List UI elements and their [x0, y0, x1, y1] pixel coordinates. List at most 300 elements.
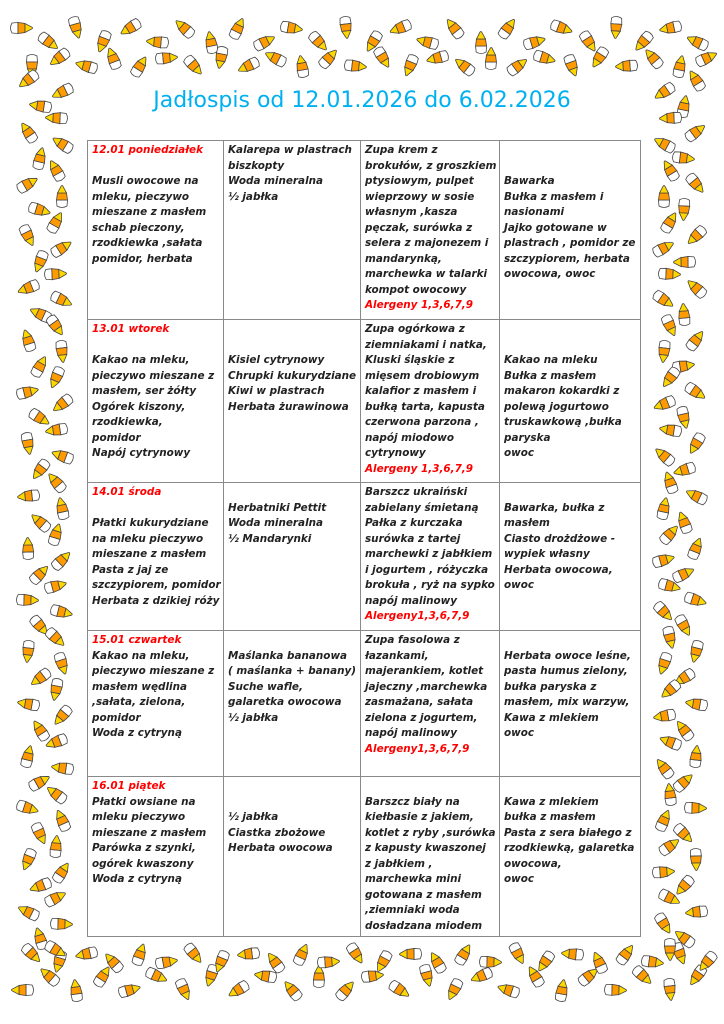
candy-corn-icon	[672, 151, 695, 165]
menu-line: Ciasto drożdżowe -	[504, 532, 616, 545]
candy-corn-icon	[361, 969, 384, 983]
candy-corn-icon	[684, 802, 706, 814]
menu-row-wednesday	[88, 483, 641, 631]
candy-corn-icon	[30, 354, 50, 379]
menu-line: Kluski śląskie z	[365, 354, 455, 366]
candy-corn-icon	[146, 36, 169, 49]
candy-corn-icon	[684, 486, 709, 506]
candy-corn-icon	[683, 121, 707, 143]
menu-line: owoc	[504, 873, 535, 885]
menu-line: i jogurtem , różyczka	[365, 563, 489, 576]
breakfast-cell	[88, 141, 224, 320]
menu-line: rzodkiewka,	[92, 416, 163, 428]
candy-corn-icon	[117, 982, 141, 999]
candy-corn-icon	[671, 565, 696, 584]
menu-line: masłem, ser żółty	[92, 385, 197, 397]
menu-line: napój miodowo	[365, 431, 455, 444]
menu-line: Herbata owocowa	[228, 842, 333, 854]
menu-line: kiełbasie z jakiem,	[365, 811, 474, 823]
menu-line: Płatki kukurydziane	[92, 517, 209, 529]
candy-corn-icon	[651, 238, 676, 258]
menu-line: Bawarka, bułka z	[504, 501, 605, 514]
candy-corn-icon	[673, 874, 696, 898]
candy-corn-icon	[44, 268, 67, 280]
menu-line: marchewka w talarki	[365, 268, 488, 280]
menu-line: Kiwi w plastrach	[228, 385, 325, 397]
menu-row-thursday	[88, 631, 641, 777]
menu-line	[228, 322, 356, 338]
candy-corn-icon	[653, 756, 675, 780]
candy-corn-icon	[657, 340, 670, 363]
candy-corn-icon	[688, 640, 704, 664]
menu-line: Bułka z masłem i	[504, 190, 604, 203]
candy-corn-icon	[657, 835, 681, 857]
candy-corn-icon	[75, 946, 99, 962]
candy-corn-icon	[694, 49, 719, 68]
candy-corn-icon	[307, 30, 330, 54]
snack-cell	[500, 141, 641, 320]
menu-line: selera z majonezem i	[365, 237, 489, 249]
candy-corn-icon	[45, 470, 68, 494]
menu-line: gotowana z masłem	[365, 888, 482, 901]
candy-corn-icon	[51, 761, 74, 775]
menu-line: Herbata z dzikiej róży	[92, 594, 220, 607]
candy-corn-icon	[651, 289, 675, 310]
candy-corn-icon	[50, 604, 74, 620]
candy-corn-icon	[43, 578, 67, 594]
candy-corn-icon	[678, 303, 691, 326]
candy-corn-icon	[658, 523, 681, 547]
candy-corn-icon	[683, 381, 707, 402]
candy-corn-icon	[313, 965, 324, 987]
menu-line: polewą jogurtowo	[504, 400, 609, 413]
candy-corn-icon	[658, 733, 682, 751]
candy-corn-icon	[16, 279, 41, 297]
candy-corn-icon	[685, 697, 709, 712]
menu-line: Chrupki kukurydziane	[228, 369, 357, 382]
day-label: 14.01 środa	[92, 486, 162, 498]
candy-corn-icon	[345, 941, 366, 965]
candy-corn-icon	[317, 47, 340, 71]
candy-corn-icon	[92, 964, 113, 988]
candy-corn-icon	[29, 458, 51, 482]
candy-corn-icon	[50, 134, 74, 155]
candy-corn-icon	[656, 497, 671, 521]
menu-line: z jabłkiem ,	[365, 857, 433, 870]
menu-line: ½ jabłka	[228, 190, 279, 203]
candy-corn-icon	[672, 771, 696, 794]
menu-line: majerankiem, kotlet	[365, 665, 484, 677]
snack-cell	[500, 320, 641, 483]
candy-corn-icon	[578, 29, 599, 53]
menu-line: Zupa krem z	[365, 144, 438, 156]
menu-line	[228, 795, 356, 811]
menu-line	[365, 779, 495, 795]
candy-corn-icon	[281, 978, 304, 1002]
candy-corn-icon	[173, 17, 197, 40]
candy-corn-icon	[683, 591, 707, 608]
candy-corn-icon	[372, 45, 393, 70]
candy-corn-icon	[155, 955, 179, 970]
menu-row-friday	[88, 777, 641, 937]
allergens-label: Alergeny 1,3,6,7,9	[365, 462, 473, 475]
menu-line	[92, 159, 219, 175]
menu-line: Napój cytrynowy	[92, 447, 191, 459]
menu-line: Herbata żurawinowa	[228, 400, 349, 413]
candy-corn-icon	[453, 942, 474, 967]
lunch-cell	[361, 320, 500, 483]
menu-line: marchewka mini	[365, 873, 462, 885]
candy-corn-icon	[21, 640, 34, 663]
menu-line: napój malinowy	[365, 727, 458, 739]
menu-line: Kalarepa w plastrach	[228, 144, 352, 156]
allergens-label: Alergeny 1,3,6,7,9	[365, 299, 473, 311]
candy-corn-icon	[53, 808, 72, 833]
candy-corn-icon	[16, 594, 38, 606]
breakfast-cell	[88, 777, 224, 937]
second-breakfast-cell	[224, 777, 361, 937]
candy-corn-icon	[659, 423, 682, 437]
menu-line: owoc	[504, 727, 535, 739]
menu-line: mleku pieczywo	[92, 811, 186, 823]
menu-line	[92, 501, 219, 517]
candy-corn-icon	[28, 667, 52, 689]
menu-line: Kakao na mleku,	[92, 354, 190, 366]
candy-corn-icon	[652, 600, 675, 623]
candy-corn-icon	[12, 985, 34, 996]
menu-line: mieszane z masłem	[92, 206, 207, 218]
candy-corn-icon	[615, 60, 638, 73]
candy-corn-icon	[659, 20, 683, 35]
candy-corn-icon	[50, 447, 74, 465]
candy-corn-icon	[662, 626, 678, 650]
candy-corn-icon	[129, 54, 150, 78]
menu-line: ½ jabłka	[228, 811, 279, 823]
menu-line: kompot owocowy	[365, 283, 467, 296]
candy-corn-icon	[469, 966, 494, 985]
candy-corn-icon	[49, 678, 64, 702]
candy-corn-icon	[664, 938, 675, 960]
snack-cell	[500, 777, 641, 937]
candy-corn-icon	[118, 17, 142, 38]
candy-corn-icon	[415, 34, 439, 50]
day-label: 16.01 piątek	[92, 780, 166, 792]
candy-corn-icon	[263, 48, 288, 68]
candy-corn-icon	[47, 47, 71, 69]
candy-corn-icon	[419, 963, 435, 987]
candy-corn-icon	[47, 365, 66, 390]
menu-line	[504, 159, 636, 175]
candy-corn-icon	[11, 23, 33, 34]
candy-corn-icon	[497, 16, 519, 40]
menu-line: cytrynowy	[365, 447, 426, 459]
candy-corn-icon	[57, 186, 68, 208]
lunch-cell	[361, 483, 500, 631]
candy-corn-icon	[388, 19, 413, 37]
menu-line: kalafior z masłem i	[365, 385, 477, 397]
candy-corn-icon	[685, 905, 708, 918]
candy-corn-icon	[28, 511, 52, 534]
menu-line: rzodkiewka ,sałata	[92, 237, 203, 249]
candy-corn-icon	[236, 56, 261, 76]
menu-line: Pałka z kurczaka	[365, 517, 463, 529]
menu-line: ptysiowym, pulpet	[365, 175, 474, 187]
menu-line: Bawarka	[504, 175, 555, 187]
candy-corn-icon	[74, 58, 98, 75]
second-breakfast-cell	[224, 631, 361, 777]
candy-corn-icon	[55, 340, 68, 363]
lunch-cell	[361, 141, 500, 320]
candy-corn-icon	[399, 948, 421, 959]
menu-line: owocowa,	[504, 857, 562, 870]
menu-line: Pasta z jaj ze	[92, 563, 169, 576]
candy-corn-icon	[652, 866, 675, 879]
menu-line: nasionami	[504, 206, 565, 218]
menu-line	[504, 338, 636, 354]
candy-corn-icon	[651, 552, 675, 569]
menu-line: Kisiel cytrynowy	[228, 354, 325, 366]
candy-corn-icon	[653, 911, 674, 935]
candy-corn-icon	[555, 979, 570, 1003]
candy-corn-icon	[686, 431, 707, 456]
menu-line: pomidor, herbata	[92, 252, 193, 265]
menu-line	[504, 485, 636, 501]
menu-line: Woda mineralna	[228, 175, 324, 187]
menu-line: Musli owocowe na	[92, 175, 199, 187]
candy-corn-icon	[610, 16, 623, 39]
menu-line: ½ Mandarynki	[228, 532, 312, 545]
candy-corn-icon	[685, 33, 710, 52]
breakfast-cell	[88, 631, 224, 777]
candy-corn-icon	[678, 198, 690, 221]
candy-corn-icon	[280, 21, 304, 36]
menu-line: Kakao na mleku,	[92, 649, 190, 662]
menu-line	[504, 633, 636, 649]
candy-corn-icon	[452, 55, 476, 77]
candy-corn-icon	[563, 53, 581, 77]
menu-line: kotlet z ryby ,surówka	[365, 826, 496, 839]
menu-line: masłem wędlina	[92, 680, 188, 693]
candy-corn-icon	[339, 16, 352, 39]
menu-line: pasta humus zielony,	[504, 665, 628, 677]
candy-corn-icon	[690, 848, 702, 870]
menu-line: jajeczny ,marchewka	[365, 680, 488, 693]
menu-line: plastrach , pomidor ze	[504, 237, 636, 249]
menu-line: masłem	[504, 517, 550, 529]
menu-line: ziemniakami i natka,	[365, 338, 487, 351]
candy-corn-icon	[45, 112, 68, 124]
candy-corn-icon	[401, 53, 419, 78]
menu-line: mandarynką,	[365, 252, 442, 265]
candy-corn-icon	[652, 134, 677, 154]
candy-corn-icon	[204, 31, 219, 55]
menu-line: pieczywo mieszane z	[92, 665, 215, 677]
candy-corn-icon	[652, 445, 676, 468]
menu-line: truskawkową ,bułka	[504, 416, 622, 428]
menu-line: Barszcz ukraiński	[365, 486, 468, 498]
menu-line: bułką tarta, kapusta	[365, 400, 485, 413]
menu-line: czerwona parzona ,	[365, 416, 479, 428]
menu-line: napój malinowy	[365, 594, 458, 607]
menu-line	[504, 779, 636, 795]
candy-corn-icon	[654, 808, 673, 833]
candy-corn-icon	[32, 147, 48, 171]
menu-row-tuesday	[88, 320, 641, 483]
candy-corn-icon	[658, 268, 681, 280]
candy-corn-icon	[104, 46, 122, 70]
candy-corn-icon	[344, 59, 367, 72]
candy-corn-icon	[673, 256, 695, 267]
candy-corn-icon	[20, 328, 37, 352]
candy-corn-icon	[16, 902, 41, 922]
second-breakfast-cell	[224, 320, 361, 483]
menu-line: Płatki owsiane na	[92, 795, 196, 808]
menu-line: owoc	[504, 447, 535, 459]
candy-corn-icon	[317, 956, 340, 969]
candy-corn-icon	[50, 918, 72, 930]
candy-corn-icon	[54, 497, 69, 521]
menu-table	[87, 140, 641, 937]
candy-corn-icon	[508, 941, 528, 966]
candy-corn-icon	[182, 54, 205, 78]
candy-corn-icon	[144, 966, 169, 985]
menu-line: masłem, mix warzyw,	[504, 696, 630, 708]
menu-line: Parówka z szynki,	[92, 842, 196, 854]
menu-line: mięsem drobiowym	[365, 369, 480, 382]
candy-corn-icon	[672, 55, 687, 79]
menu-line: schab pieczony,	[92, 221, 185, 234]
candy-corn-icon	[30, 821, 49, 846]
candy-corn-icon	[660, 313, 679, 338]
menu-line: rzodkiewką, galaretka	[504, 842, 635, 854]
menu-line	[228, 485, 356, 501]
candy-corn-icon	[131, 942, 149, 966]
candy-corn-icon	[21, 432, 36, 456]
menu-line: Woda z cytryną	[92, 873, 182, 885]
candy-corn-icon	[615, 942, 637, 966]
menu-line: pomidor	[92, 711, 141, 724]
candy-corn-icon	[642, 46, 665, 70]
page-title: Jadłospis od 12.01.2026 do 6.02.2026	[153, 88, 571, 113]
menu-line: Bułka z masłem	[504, 369, 597, 382]
second-breakfast-cell	[224, 483, 361, 631]
candy-corn-icon	[604, 984, 626, 996]
candy-corn-icon	[652, 395, 677, 413]
candy-corn-icon	[15, 174, 40, 195]
candy-corn-icon	[17, 697, 41, 712]
candy-corn-icon	[549, 19, 573, 37]
candy-corn-icon	[443, 16, 465, 40]
menu-line: brokułów, z groszkiem	[365, 159, 497, 172]
candy-corn-icon	[659, 112, 682, 124]
candy-corn-icon	[659, 210, 680, 235]
menu-line: pęczak, surówka z	[365, 221, 473, 234]
menu-line: Barszcz biały na	[365, 795, 460, 808]
menu-line: paryska	[504, 431, 551, 444]
candy-corn-icon	[387, 979, 411, 1000]
day-label: 13.01 wtorek	[92, 323, 170, 335]
candy-corn-icon	[425, 50, 449, 66]
menu-line	[504, 143, 636, 159]
candy-corn-icon	[663, 978, 676, 1001]
menu-line	[228, 779, 356, 795]
candy-corn-icon	[69, 979, 83, 1002]
candy-corn-icon	[689, 745, 702, 768]
breakfast-cell	[88, 483, 224, 631]
candy-corn-icon	[51, 860, 72, 884]
menu-line: Kakao na mleku	[504, 354, 598, 366]
candy-corn-icon	[22, 537, 34, 559]
candy-corn-icon	[17, 489, 40, 502]
menu-line: mieszane z masłem	[92, 826, 207, 839]
candy-corn-icon	[68, 15, 85, 39]
menu-line: bułka paryska z	[504, 680, 597, 693]
menu-line: dosładzana miodem	[365, 919, 483, 932]
menu-line: łazankami,	[365, 649, 429, 662]
candy-corn-icon	[684, 172, 707, 196]
candy-corn-icon	[44, 783, 68, 805]
menu-line: Woda z cytryną	[92, 727, 182, 739]
menu-line: Herbata owocowa,	[504, 563, 613, 576]
day-label: 15.01 czwartek	[92, 634, 182, 646]
candy-corn-icon	[16, 384, 40, 400]
menu-line: wypiek własny	[504, 548, 590, 560]
menu-line: brokuła , ryż na sypko	[365, 579, 495, 591]
candy-corn-icon	[51, 704, 74, 728]
candy-corn-icon	[631, 964, 655, 987]
menu-line: Pasta z sera białego z	[504, 826, 632, 839]
menu-line: Kawa z mlekiem	[504, 711, 599, 724]
candy-corn-icon	[292, 942, 311, 967]
candy-corn-icon	[295, 55, 310, 79]
second-breakfast-cell	[224, 141, 361, 320]
candy-corn-icon	[53, 651, 70, 675]
menu-line: szczypiorem, pomidor	[92, 579, 221, 591]
candy-corn-icon	[254, 969, 277, 983]
candy-corn-icon	[27, 201, 51, 218]
menu-line: mieszane z masłem	[92, 548, 207, 560]
menu-line: z kapusty kwaszonej	[365, 842, 486, 854]
lunch-cell	[361, 777, 500, 937]
menu-line: ½ jabłka	[228, 711, 279, 724]
candy-corn-icon	[18, 120, 39, 144]
candy-corn-icon	[15, 799, 39, 816]
menu-line: galaretka owocowa	[228, 696, 342, 708]
menu-line: ,sałata, zielona,	[92, 696, 186, 708]
candy-corn-icon	[237, 947, 260, 961]
menu-line: pieczywo mieszane z	[92, 369, 215, 382]
breakfast-cell	[88, 320, 224, 483]
candy-corn-icon	[373, 949, 393, 974]
menu-line: ,ziemniaki woda	[365, 904, 460, 916]
candy-corn-icon	[675, 510, 693, 534]
day-label: 12.01 poniedziałek	[92, 144, 203, 156]
candy-corn-icon	[334, 979, 357, 1003]
menu-line: Jajko gotowane w	[504, 221, 607, 234]
menu-line	[504, 322, 636, 338]
menu-line: Zupa fasolowa z	[365, 634, 460, 646]
candy-corn-icon	[18, 223, 38, 248]
candy-corn-icon	[674, 613, 694, 638]
candy-corn-icon	[20, 744, 36, 768]
candy-corn-icon	[28, 877, 52, 895]
menu-line	[228, 338, 356, 354]
snack-cell	[500, 483, 641, 631]
candy-corn-icon	[479, 956, 501, 968]
menu-line: Woda mineralna	[228, 517, 324, 529]
candy-corn-icon	[50, 549, 73, 572]
menu-line: Suche wafle,	[228, 680, 303, 693]
